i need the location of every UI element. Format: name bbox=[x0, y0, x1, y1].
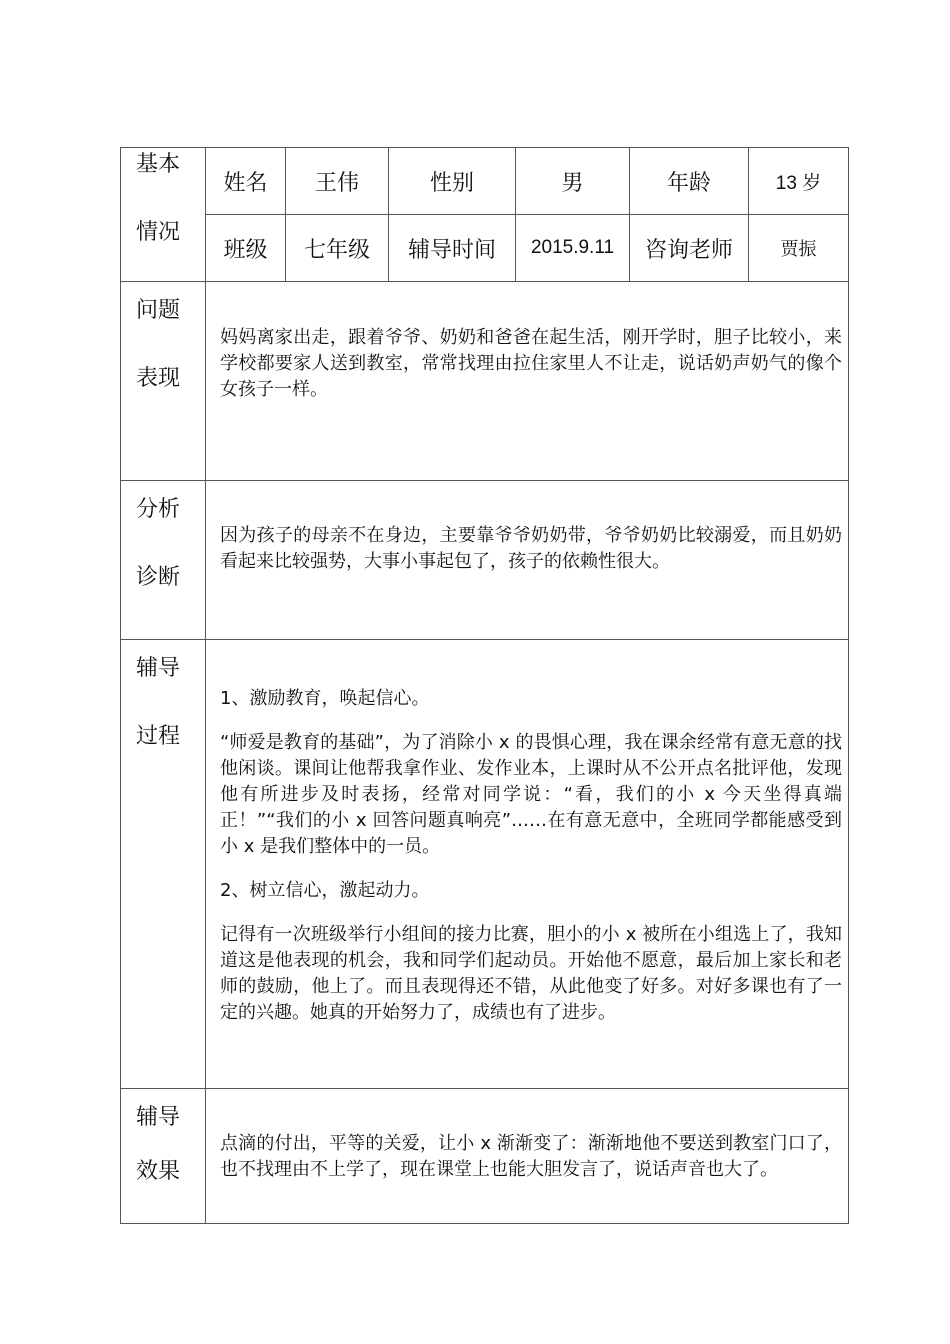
process-paragraph-1: “师爱是教育的基础”，为了消除小 x 的畏惧心理，我在课余经常有意无意的找他闲谈。课间让他帮我拿作业、发作业本，上课时从不公开点名批评他，发现他有所进步及时表扬，经常对同学说：“看，我们的小 x 今天坐得真端正！”“我们的小 x 回答问题真响亮”……在有意无意中，全班同学都能感受到小 x 是我们整体中的一员。 bbox=[220, 732, 842, 857]
basic-info-label-line2: 情况 bbox=[136, 220, 181, 245]
process-paragraph-2: 记得有一次班级举行小组间的接力比赛，胆小的小 x 被所在小组选上了，我知道这是他表现的机会，我和同学们起动员。开始他不愿意，最后加上家长和老师的鼓励，他上了。而且表现得还不错，从此他变了好多。对好多课也有了一定的兴趣。她真的开始努力了，成绩也有了进步。 bbox=[220, 924, 842, 1023]
class-value: 七年级 bbox=[286, 215, 389, 282]
process-label-line1: 辅导 bbox=[136, 656, 181, 681]
analysis-text: 因为孩子的母亲不在身边，主要靠爷爷奶奶带，爷爷奶奶比较溺爱，而且奶奶看起来比较强势，大事小事起包了，孩子的依赖性很大。 bbox=[220, 525, 842, 572]
session-date-value: 2015.9.11 bbox=[516, 215, 630, 282]
effect-text: 点滴的付出，平等的关爱，让小 x 渐渐变了：渐渐地他不要送到教室门口了，也不找理由不上学了，现在课堂上也能大胆发言了，说话声音也大了。 bbox=[220, 1133, 842, 1180]
session-time-label: 辅导时间 bbox=[389, 215, 516, 282]
class-label: 班级 bbox=[206, 215, 286, 282]
gender-label: 性别 bbox=[389, 148, 516, 215]
problem-content bbox=[206, 282, 849, 481]
process-heading-2: 2、树立信心，激起动力。 bbox=[220, 880, 430, 901]
counselor-label: 咨询老师 bbox=[630, 215, 749, 282]
age-value: 13 岁 bbox=[749, 148, 849, 215]
basic-row-1 bbox=[121, 148, 849, 215]
problem-row bbox=[121, 282, 849, 481]
process-label-line2: 过程 bbox=[136, 724, 181, 749]
basic-row-2 bbox=[121, 215, 849, 282]
effect-label-line1: 辅导 bbox=[136, 1105, 181, 1130]
effect-content bbox=[206, 1089, 849, 1224]
problem-label-line1: 问题 bbox=[136, 298, 181, 323]
analysis-label bbox=[121, 481, 206, 640]
basic-info-label bbox=[121, 148, 206, 282]
process-label bbox=[121, 640, 206, 1089]
name-value: 王伟 bbox=[286, 148, 389, 215]
problem-label bbox=[121, 282, 206, 481]
effect-label-line2: 效果 bbox=[136, 1159, 181, 1184]
effect-label bbox=[121, 1089, 206, 1224]
analysis-row bbox=[121, 481, 849, 640]
process-row bbox=[121, 640, 849, 1089]
counseling-record-table bbox=[120, 147, 849, 1224]
analysis-label-line2: 诊断 bbox=[136, 565, 181, 590]
basic-info-label-line1: 基本 bbox=[136, 152, 181, 177]
name-label: 姓名 bbox=[206, 148, 286, 215]
process-content bbox=[206, 640, 849, 1089]
analysis-label-line1: 分析 bbox=[136, 497, 181, 522]
counselor-value: 贾振 bbox=[749, 215, 849, 282]
age-label: 年龄 bbox=[630, 148, 749, 215]
process-heading-1: 1、激励教育，唤起信心。 bbox=[220, 688, 430, 709]
gender-value: 男 bbox=[516, 148, 630, 215]
analysis-content bbox=[206, 481, 849, 640]
problem-text: 妈妈离家出走，跟着爷爷、奶奶和爸爸在起生活，刚开学时，胆子比较小，来学校都要家人送到教室，常常找理由拉住家里人不让走，说话奶声奶气的像个女孩子一样。 bbox=[220, 327, 842, 400]
problem-label-line2: 表现 bbox=[136, 366, 181, 391]
effect-row bbox=[121, 1089, 849, 1224]
